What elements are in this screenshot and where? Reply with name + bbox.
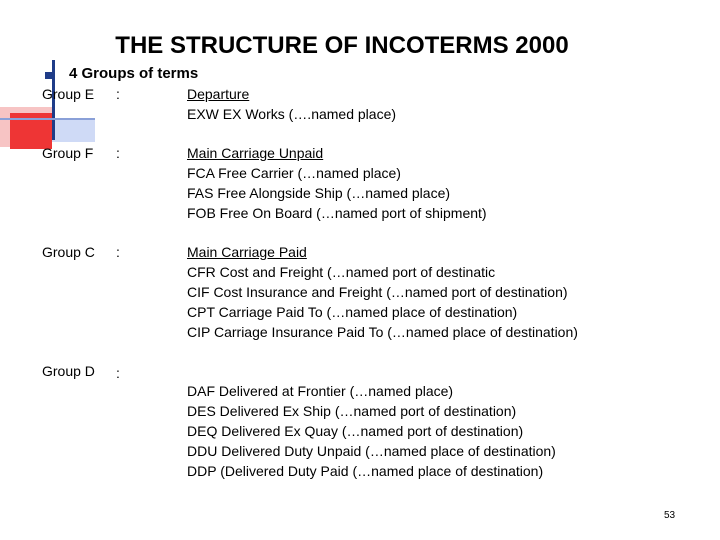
- term-line: DES Delivered Ex Ship (…named port of destination): [187, 403, 517, 419]
- term-line: FCA Free Carrier (…named place): [187, 165, 401, 181]
- term-line: FOB Free On Board (…named port of shipment): [187, 205, 487, 221]
- group-terms: [187, 381, 556, 481]
- group-label: Group C: [42, 244, 95, 260]
- term-line: EXW EX Works (….named place): [187, 106, 397, 122]
- decor-lightblue-block: [52, 118, 95, 142]
- group-colon: :: [116, 145, 120, 161]
- term-line: CPT Carriage Paid To (…named place of destination): [187, 304, 518, 320]
- group-label: Group D: [42, 363, 95, 379]
- decor-horizontal-line: [0, 118, 95, 120]
- group-colon: :: [116, 365, 120, 381]
- term-line: FAS Free Alongside Ship (…named place): [187, 185, 451, 201]
- group-heading: Departure: [187, 86, 250, 102]
- term-line: DDU Delivered Duty Unpaid (…named place of destination): [187, 443, 556, 459]
- group-terms: [187, 242, 578, 342]
- subtitle: 4 Groups of terms: [69, 65, 199, 82]
- term-line: CIP Carriage Insurance Paid To (…named place of destination): [187, 324, 578, 340]
- term-line: CIF Cost Insurance and Freight (…named port of destination): [187, 284, 568, 300]
- group-colon: :: [116, 244, 120, 260]
- group-label: Group E: [42, 86, 95, 102]
- group-heading: Main Carriage Paid: [187, 244, 307, 260]
- term-line: DAF Delivered at Frontier (…named place): [187, 383, 454, 399]
- bullet-icon: [45, 72, 52, 79]
- group-label: Group F: [42, 145, 94, 161]
- page-title: THE STRUCTURE OF INCOTERMS 2000: [115, 32, 569, 59]
- group-colon: :: [116, 86, 120, 102]
- term-line: CFR Cost and Freight (…named port of destinatic: [187, 264, 496, 280]
- group-terms: [187, 143, 487, 223]
- page-number: 53: [664, 510, 676, 521]
- group-heading: Main Carriage Unpaid: [187, 145, 324, 161]
- term-line: DDP (Delivered Duty Paid (…named place of destination): [187, 463, 544, 479]
- group-terms: [187, 84, 396, 124]
- term-line: DEQ Delivered Ex Quay (…named port of destination): [187, 423, 524, 439]
